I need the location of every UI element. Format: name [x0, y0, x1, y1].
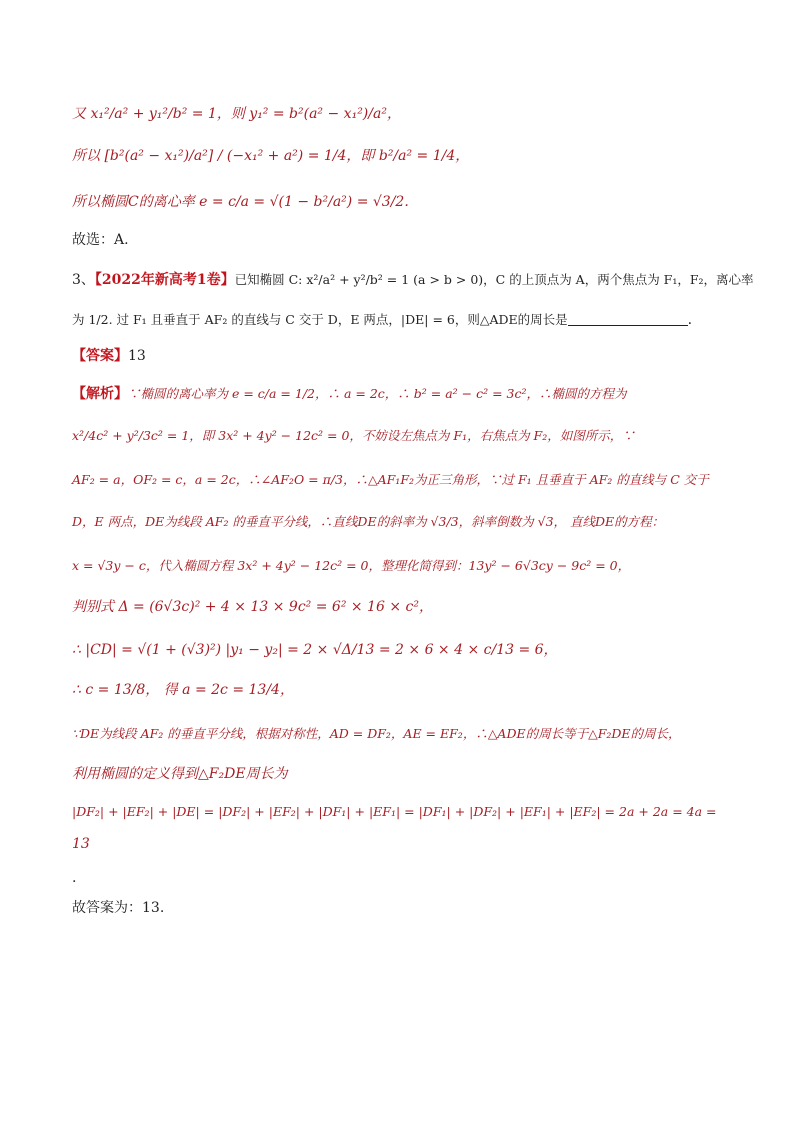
answer-value: 13 [128, 348, 146, 364]
analysis-text-1: ∵椭圆的离心率为 e = c/a = 1/2，∴ a = 2c，∴ b² = a² − c² = 3c²，∴椭圆的方程为 [128, 386, 627, 401]
c-value-line: ∴ c = 13/8， 得 a = 2c = 13/4， [72, 682, 294, 698]
question-stem-text: 已知椭圆 C: x²/a² + y²/b² = 1 (a > b > 0)，C 的上顶点为 A，两个焦点为 F₁，F₂，离心率 [234, 272, 754, 287]
question-3-stem-cont [72, 310, 692, 330]
analysis-label: 【解析】 [72, 386, 128, 402]
answer-line [72, 346, 146, 366]
perimeter-equation-line: |DF₂| + |EF₂| + |DE| = |DF₂| + |EF₂| + |DF₁| + |EF₁| = |DF₁| + |DF₂| + |EF₁| + |EF₂| = 2a + 2a = 4a = [72, 804, 717, 819]
answer-label: 【答案】 [72, 348, 128, 364]
question-3-stem [72, 270, 754, 290]
solution-line-1: 又 x₁²/a² + y₁²/b² = 1，则 y₁² = b²(a² − x₁²)/a²， [72, 106, 401, 122]
solution-line-3: 所以椭圆C的离心率 e = c/a = √(1 − b²/a²) = √3/2. [72, 194, 409, 210]
question-number: 3、 [72, 272, 95, 288]
answer-blank [568, 311, 688, 326]
question-source: 【2022年新高考1卷】 [94, 272, 235, 288]
period-mark: . [72, 870, 77, 886]
perimeter-result-line: 13 [72, 836, 90, 852]
analysis-line-2: x²/4c² + y²/3c² = 1，即 3x² + 4y² − 12c² = 0，不妨设左焦点为 F₁，右焦点为 F₂，如图所示，∵ [72, 428, 635, 443]
analysis-line-4: D，E 两点，DE为线段 AF₂ 的垂直平分线，∴直线DE的斜率为 √3/3，斜率倒数为 √3， 直线DE的方程： [72, 514, 665, 529]
choice-conclusion: 故选：A. [72, 232, 129, 248]
discriminant-line: 判别式 Δ = (6√3c)² + 4 × 13 × 9c² = 6² × 16 × c²， [72, 599, 433, 615]
solution-line-2: 所以 [b²(a² − x₁²)/a²] / (−x₁² + a²) = 1/4，即 b²/a² = 1/4， [72, 148, 470, 164]
analysis-line-1 [72, 384, 626, 404]
question-stem-text-2: 为 1/2. 过 F₁ 且垂直于 AF₂ 的直线与 C 交于 D，E 两点，|DE| = 6，则△ADE的周长是 [72, 312, 568, 327]
chord-length-line: ∴ |CD| = √(1 + (√3)²) |y₁ − y₂| = 2 × √Δ/13 = 2 × 6 × 4 × c/13 = 6， [72, 642, 558, 658]
perimeter-intro-line: 利用椭圆的定义得到△F₂DE周长为 [72, 766, 288, 782]
analysis-line-5: x = √3y − c，代入椭圆方程 3x² + 4y² − 12c² = 0，整理化简得到：13y² − 6√3cy − 9c² = 0， [72, 558, 631, 573]
question-stem-tail: . [687, 312, 693, 328]
analysis-line-3: AF₂ = a，OF₂ = c，a = 2c，∴∠AF₂O = π/3，∴△AF₁F₂为正三角形，∵过 F₁ 且垂直于 AF₂ 的直线与 C 交于 [72, 472, 709, 487]
symmetry-line: ∵DE为线段 AF₂ 的垂直平分线，根据对称性，AD = DF₂，AE = EF₂，∴△ADE的周长等于△F₂DE的周长， [72, 726, 681, 741]
final-answer-line: 故答案为：13. [72, 900, 165, 916]
